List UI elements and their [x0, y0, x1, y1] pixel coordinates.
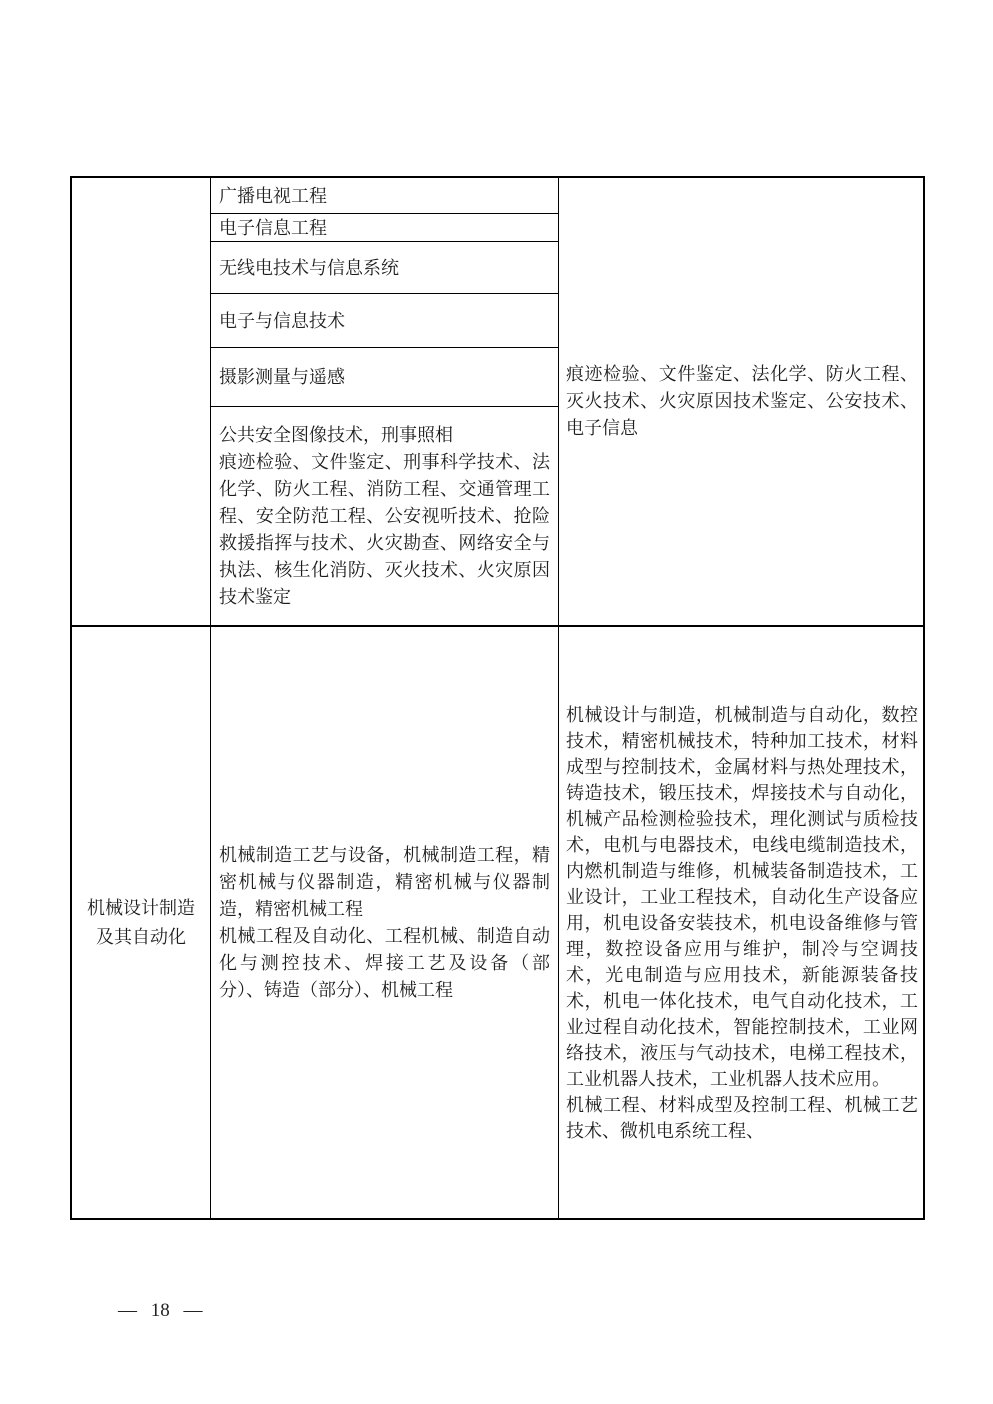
majors-paragraph: 机械制造工艺与设备，机械制造工程，精密机械与仪器制造，精密机械与仪器制造，精密机械工程 — [219, 844, 550, 919]
category-label-line: 及其自动化 — [96, 926, 186, 947]
table-row — [211, 348, 558, 407]
majors-paragraph: 痕迹检验、文件鉴定、刑事科学技术、法化学、防火工程、消防工程、交通管理工程、安全防范工程、公安视听技术、抢险救援指挥与技术、火灾勘查、网络安全与执法、核生化消防、灭火技术、火灾原因技术鉴定 — [219, 451, 550, 607]
table-block-mechanical-design — [72, 627, 923, 1218]
table-row — [211, 214, 558, 242]
majors-paragraph: 公共安全图像技术，刑事照相 — [219, 424, 453, 445]
major-name: 无线电技术与信息系统 — [219, 257, 399, 278]
table-row — [211, 178, 558, 214]
cell-corresponding-majors-1 — [559, 178, 923, 625]
major-name: 电子与信息技术 — [219, 310, 345, 331]
majors-correspondence-table — [70, 176, 925, 1220]
majors-paragraph: 机械工程及自动化、工程机械、制造自动化与测控技术、焊接工艺及设备（部分）、铸造（部分）、机械工程 — [219, 925, 550, 1000]
majors-paragraph: 痕迹检验、文件鉴定、法化学、防火工程、灭火技术、火灾原因技术鉴定、公安技术、电子信息 — [566, 364, 918, 438]
majors-paragraph: 机械设计与制造，机械制造与自动化，数控技术，精密机械技术，特种加工技术，材料成型与控制技术，金属材料与热处理技术，铸造技术，锻压技术，焊接技术与自动化，机械产品检测检验技术，理化测试与质检技术，电机与电器技术，电线电缆制造技术，内燃机制造与维修，机械装备制造技术，工业设计，工业工程技术，自动化生产设备应用，机电设备安装技术，机电设备维修与管理，数控设备应用与维护，制冷与空调技术，光电制造与应用技术，新能源装备技术，机电一体化技术，电气自动化技术，工业过程自动化技术，智能控制技术，工业网络技术，液压与气动技术，电梯工程技术，工业机器人技术，工业机器人技术应用。 — [566, 704, 918, 1089]
cell-corresponding-majors-2 — [559, 627, 923, 1218]
majors-paragraph: 机械工程、材料成型及控制工程、机械工艺技术、微机电系统工程、 — [566, 1094, 918, 1141]
category-label-line: 机械设计制造 — [87, 897, 195, 918]
table-row — [211, 294, 558, 348]
cell-source-majors-list — [211, 178, 559, 625]
cell-category-empty — [72, 178, 211, 625]
page-number: — 18 — — [118, 1300, 203, 1321]
major-name: 广播电视工程 — [219, 185, 327, 206]
major-name: 摄影测量与遥感 — [219, 367, 345, 387]
table-row — [211, 242, 558, 294]
table-block-electronic-security — [72, 178, 923, 627]
table-row-public-security — [211, 407, 558, 625]
major-name: 电子信息工程 — [219, 217, 327, 238]
cell-source-majors-mechanical — [211, 627, 559, 1218]
cell-category-mechanical — [72, 627, 211, 1218]
